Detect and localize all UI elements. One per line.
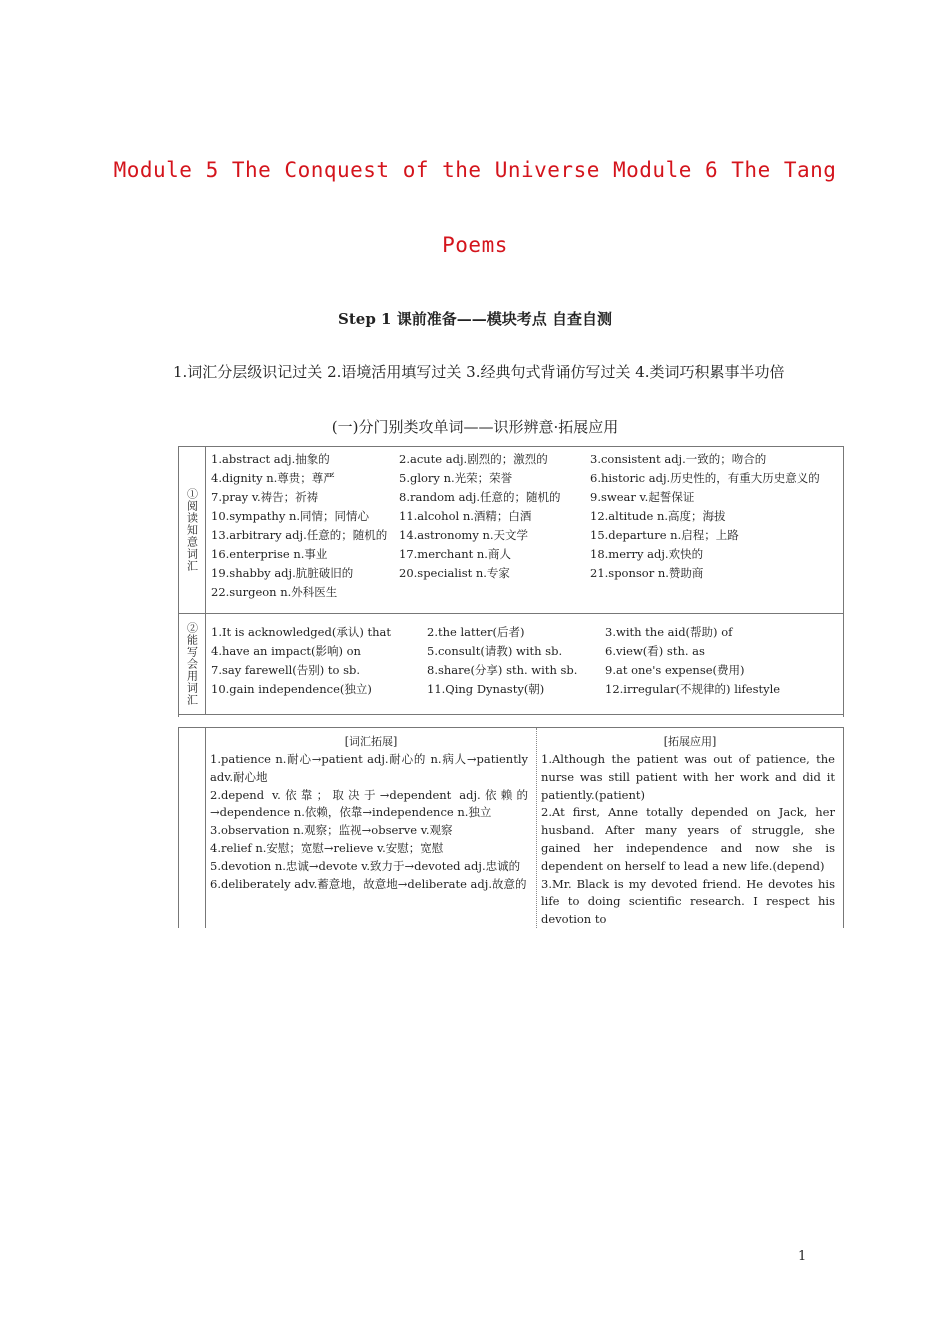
- vocab-item: 11.alcohol n.酒精；白酒: [399, 509, 532, 523]
- vocab-table: [178, 446, 844, 717]
- vocab-item: 6.historic adj.历史性的，有重大历史意义的: [590, 471, 820, 485]
- expansion-item: 5.devotion n.忠诚→devote v.致力于→devoted adj.忠诚的: [210, 858, 521, 873]
- section-label: ②能写会用词汇: [179, 614, 206, 714]
- vocab-item: 8.share(分享) sth. with sb.: [427, 663, 578, 677]
- vocab-item: 10.gain independence(独立): [211, 682, 372, 696]
- intro-paragraph: 1.词汇分层级识记过关 2.语境活用填写过关 3.经典句式背诵仿写过关 4.类词巧积累事半功倍: [173, 363, 785, 381]
- vocab-item: 9.at one's expense(费用): [605, 663, 745, 677]
- expansion-item: 2.depend v.依靠；取决于→dependent adj.依赖的→dependence n.依赖，依靠→independence n.独立: [210, 787, 528, 820]
- column-header: [拓展应用]: [663, 735, 717, 748]
- vocab-item: 4.have an impact(影响) on: [211, 644, 361, 658]
- vocab-item: 13.arbitrary adj.任意的；随机的: [211, 528, 388, 542]
- vocab-item: 9.swear v.起誓保证: [590, 490, 695, 504]
- expansion-item: 1.Although the patient was out of patience, the nurse was still patient with her work and did it patiently.(patient): [541, 752, 835, 802]
- page-number: 1: [798, 1249, 807, 1264]
- vocab-item: 1.abstract adj.抽象的: [211, 452, 330, 466]
- vocab-item: 14.astronomy n.天文学: [399, 528, 529, 542]
- title-line-2: Poems: [442, 233, 508, 257]
- expansion-item: 1.patience n.耐心→patient adj.耐心的 n.病人→patiently adv.耐心地: [210, 752, 528, 784]
- reading-vocab-section: [179, 447, 843, 614]
- section-subheading: (一)分门别类攻单词——识形辨意·拓展应用: [331, 418, 619, 436]
- step-heading: Step 1 课前准备——模块考点 自查自测: [338, 310, 612, 328]
- vocab-item: 12.irregular(不规律的) lifestyle: [605, 682, 781, 696]
- expansion-item: 6.deliberately adv.蓄意地，故意地→deliberate adj.故意的: [210, 876, 527, 891]
- vocab-item: 2.acute adj.剧烈的；激烈的: [399, 452, 548, 466]
- expansion-item: 3.observation n.观察；监视→observe v.观察: [210, 823, 453, 838]
- vocab-item: 7.pray v.祷告；祈祷: [211, 490, 319, 504]
- expansion-item: 3.Mr. Black is my devoted friend. He devotes his life to doing scientific research. I respect his devotion to: [541, 876, 835, 927]
- vocab-item: 5.consult(请教) with sb.: [427, 644, 563, 658]
- vocab-item: 8.random adj.任意的；随机的: [399, 490, 561, 504]
- word-expansion-column: [206, 728, 537, 928]
- section-label: ①阅读知意词汇: [179, 447, 206, 613]
- vocab-item: 12.altitude n.高度；海拔: [590, 509, 726, 523]
- vocab-item: 20.specialist n.专家: [399, 566, 510, 580]
- expansion-item: 2.At first, Anne totally depended on Jack, her husband. After many years of struggle, she gained her independence and now she is dependent on herself to lead a new life.(depend): [541, 805, 835, 873]
- vocab-item: 17.merchant n.商人: [399, 547, 511, 561]
- vocab-item: 15.departure n.启程；上路: [590, 528, 739, 542]
- vocab-item: 2.the latter(后者): [427, 625, 525, 639]
- column-header: [词汇拓展]: [344, 735, 398, 748]
- expansion-table: [178, 727, 844, 928]
- vocab-item: 5.glory n.光荣；荣誉: [399, 471, 513, 485]
- vocab-item: 7.say farewell(告别) to sb.: [211, 663, 361, 677]
- vocab-item: 10.sympathy n.同情；同情心: [211, 509, 370, 523]
- writing-vocab-section: [179, 614, 843, 715]
- expansion-item: 4.relief n.安慰；宽慰→relieve v.安慰；宽慰: [210, 840, 444, 855]
- vocab-item: 6.view(看) sth. as: [605, 644, 705, 658]
- vocab-item: 1.It is acknowledged(承认) that: [211, 625, 391, 639]
- vocab-item: 22.surgeon n.外科医生: [211, 585, 338, 599]
- expansion-application-column: [537, 728, 843, 928]
- vocab-item: 18.merry adj.欢快的: [590, 547, 704, 561]
- vocab-item: 4.dignity n.尊贵；尊严: [211, 471, 335, 485]
- blank-label-cell: [179, 728, 206, 928]
- vocab-item: 19.shabby adj.肮脏破旧的: [211, 566, 354, 580]
- vocab-item: 3.with the aid(帮助) of: [605, 625, 733, 639]
- vocab-item: 21.sponsor n.赞助商: [590, 566, 704, 580]
- vocab-item: 16.enterprise n.事业: [211, 547, 328, 561]
- vocab-item: 3.consistent adj.一致的；吻合的: [590, 452, 767, 466]
- title-line-1: Module 5 The Conquest of the Universe Module 6 The Tang: [113, 158, 837, 182]
- vocab-item: 11.Qing Dynasty(朝): [427, 682, 545, 696]
